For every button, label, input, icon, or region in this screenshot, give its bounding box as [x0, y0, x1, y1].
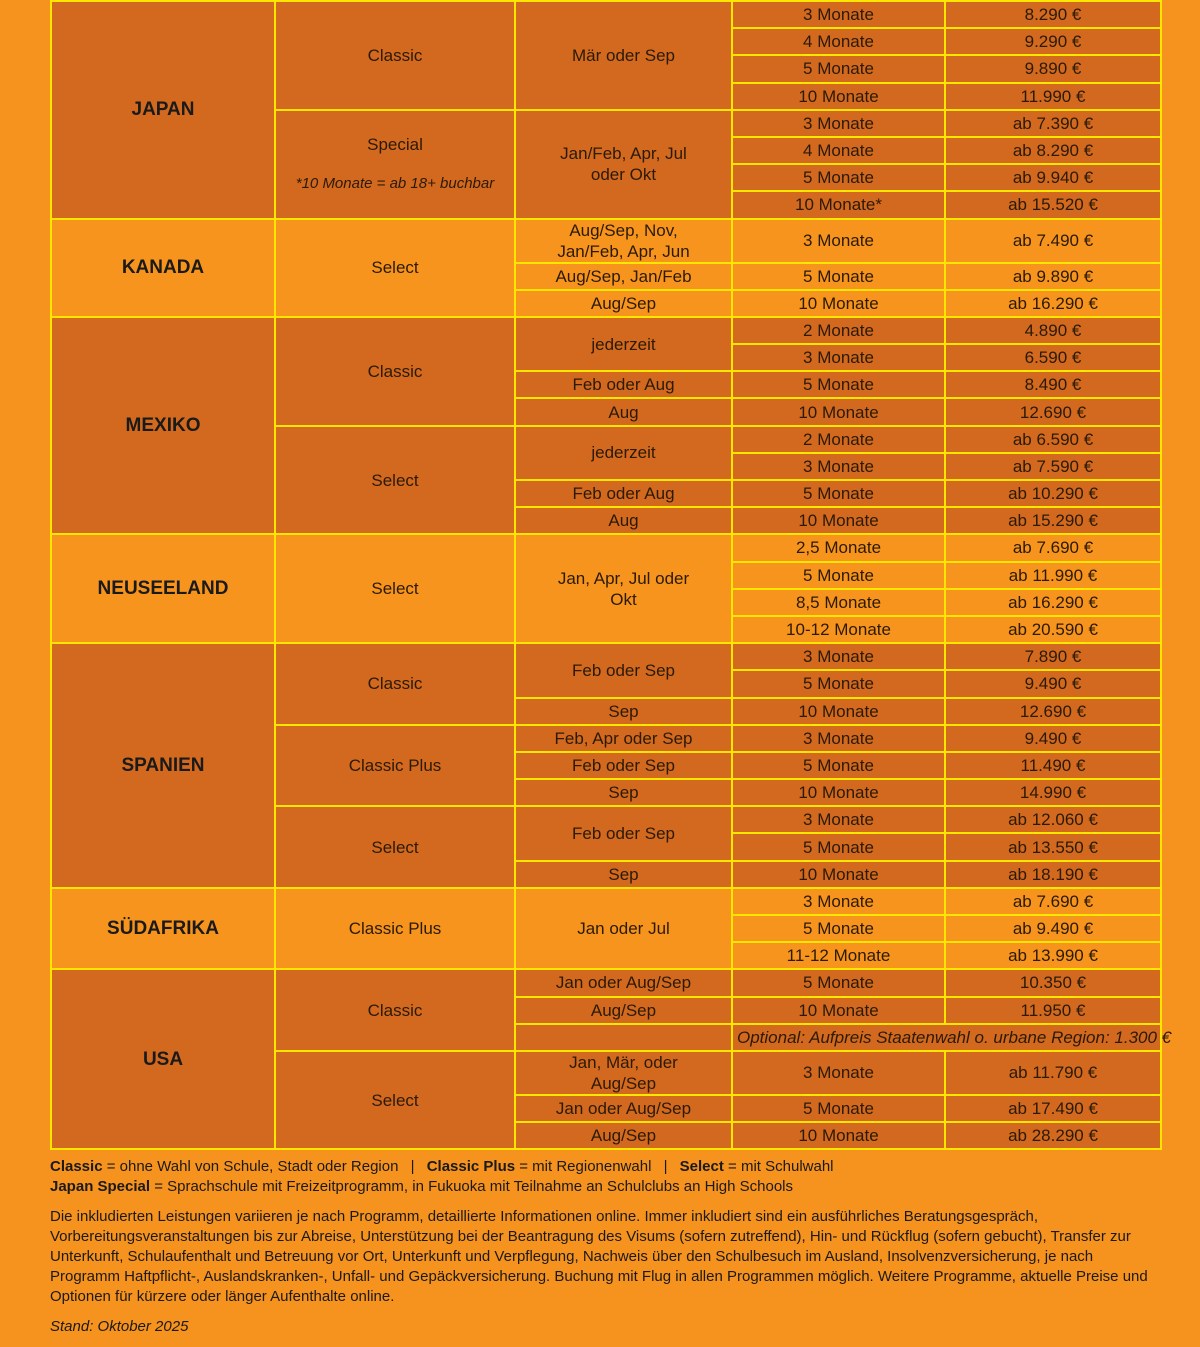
start-date-cell: Aug/Sep — [515, 290, 732, 317]
duration-cell: 3 Monate — [732, 453, 945, 480]
duration-cell: 3 Monate — [732, 888, 945, 915]
program-cell — [275, 534, 515, 643]
duration-cell: 3 Monate — [732, 643, 945, 670]
program-name: Classic Plus — [348, 755, 442, 775]
price-cell: 12.690 € — [945, 398, 1161, 425]
table-row — [51, 317, 1161, 344]
duration-cell: 5 Monate — [732, 1095, 945, 1122]
japan-special-term: Japan Special — [50, 1178, 151, 1195]
price-cell: ab 20.590 € — [945, 616, 1161, 643]
start-date-cell: Feb oder Sep — [515, 643, 732, 697]
duration-cell: 5 Monate — [732, 752, 945, 779]
price-cell: 11.490 € — [945, 752, 1161, 779]
price-cell: 10.350 € — [945, 969, 1161, 996]
duration-cell: 10 Monate — [732, 83, 945, 110]
footer — [50, 1157, 1160, 1337]
description-text: Die inkludierten Leistungen variieren je nach Programm, detaillierte Informationen online. Immer inkludiert sind ein ausführliches Beratungsgespräch, Vorbereitungsveranstaltungen bis zur Abreise, Unterstützung bei der Beantragung des Visums (sofern zutreffend), Hin- und Rückflug (sofern gebucht), Transfer zur Unterkunft, Schulaufenthalt und Betreuung vor Ort, Unterkunft und Verpflegung, Nachweis über den Schulbesuch im Ausland, Insolvenzversicherung, je nach Programm Haftpflicht-, Auslandskranken-, Unfall- und Gepäckversicherung. Buchung mit Flug in allen Programmen möglich. Weitere Programme, aktuelle Preise und Optionen für kürzere oder länger Aufenthalte online. — [50, 1208, 1148, 1305]
price-cell: ab 7.490 € — [945, 219, 1161, 263]
country-cell: JAPAN — [51, 1, 275, 219]
table-row — [51, 1, 1161, 28]
price-cell: ab 11.790 € — [945, 1051, 1161, 1095]
start-date-cell: Jan, Apr, Jul oder Okt — [515, 534, 732, 643]
price-cell: ab 15.520 € — [945, 191, 1161, 218]
duration-cell: 10 Monate — [732, 398, 945, 425]
duration-cell: 3 Monate — [732, 725, 945, 752]
country-cell: NEUSEELAND — [51, 534, 275, 643]
price-cell: ab 12.060 € — [945, 806, 1161, 833]
price-cell: ab 10.290 € — [945, 480, 1161, 507]
price-cell: 9.290 € — [945, 28, 1161, 55]
start-date-cell: Aug/Sep, Nov, Jan/Feb, Apr, Jun — [515, 219, 732, 263]
price-cell: ab 8.290 € — [945, 137, 1161, 164]
program-name: Classic — [367, 361, 423, 381]
country-cell: MEXIKO — [51, 317, 275, 535]
price-cell: ab 6.590 € — [945, 426, 1161, 453]
price-cell: ab 7.590 € — [945, 453, 1161, 480]
program-cell — [275, 1, 515, 110]
duration-cell: 5 Monate — [732, 371, 945, 398]
program-cell — [275, 725, 515, 807]
program-name: Special — [367, 135, 423, 155]
duration-cell: 3 Monate — [732, 110, 945, 137]
duration-cell: 2,5 Monate — [732, 534, 945, 561]
duration-cell: 10 Monate — [732, 779, 945, 806]
price-cell: 12.690 € — [945, 698, 1161, 725]
table-row — [51, 643, 1161, 670]
start-date-cell: Jan oder Aug/Sep — [515, 1095, 732, 1122]
start-date-cell: Jan oder Aug/Sep — [515, 969, 732, 996]
price-cell: 9.490 € — [945, 725, 1161, 752]
duration-cell: 3 Monate — [732, 1051, 945, 1095]
price-cell: ab 11.990 € — [945, 562, 1161, 589]
price-cell: ab 9.940 € — [945, 164, 1161, 191]
program-name: Select — [371, 837, 419, 857]
program-name: Select — [371, 258, 419, 278]
start-date-cell — [515, 1024, 732, 1051]
program-name: Select — [371, 1090, 419, 1110]
program-cell — [275, 317, 515, 426]
start-date-cell: Feb oder Aug — [515, 371, 732, 398]
duration-cell: 4 Monate — [732, 137, 945, 164]
price-cell: 9.890 € — [945, 55, 1161, 82]
optional-note-cell: Optional: Aufpreis Staatenwahl o. urbane Region: 1.300 € — [732, 1024, 1161, 1051]
country-cell: USA — [51, 969, 275, 1149]
start-date-cell: jederzeit — [515, 426, 732, 480]
price-cell: ab 9.490 € — [945, 915, 1161, 942]
program-cell — [275, 806, 515, 888]
duration-cell: 5 Monate — [732, 833, 945, 860]
start-date-cell: Jan oder Jul — [515, 888, 732, 970]
duration-cell: 3 Monate — [732, 1, 945, 28]
duration-cell: 5 Monate — [732, 263, 945, 290]
country-cell: SPANIEN — [51, 643, 275, 888]
price-cell: 14.990 € — [945, 779, 1161, 806]
duration-cell: 11-12 Monate — [732, 942, 945, 969]
duration-cell: 10 Monate — [732, 698, 945, 725]
legend-term-classic-plus: Classic Plus — [426, 1158, 516, 1175]
duration-cell: 10 Monate — [732, 507, 945, 534]
start-date-cell: Aug/Sep — [515, 997, 732, 1024]
duration-cell: 8,5 Monate — [732, 589, 945, 616]
price-cell: ab 16.290 € — [945, 589, 1161, 616]
program-cell — [275, 1051, 515, 1149]
price-cell: 8.290 € — [945, 1, 1161, 28]
program-name: Classic — [367, 45, 423, 65]
duration-cell: 5 Monate — [732, 915, 945, 942]
table-body — [51, 1, 1172, 1149]
program-cell — [275, 110, 515, 219]
duration-cell: 10 Monate* — [732, 191, 945, 218]
price-cell: ab 16.290 € — [945, 290, 1161, 317]
program-name: Select — [371, 470, 419, 490]
program-name: Classic — [367, 1000, 423, 1020]
start-date-cell: Sep — [515, 779, 732, 806]
price-table — [50, 0, 1172, 1150]
japan-special-text: = Sprachschule mit Freizeitprogramm, in Fukuoka mit Teilnahme an Schulclubs an High Schools — [154, 1178, 794, 1195]
price-cell: ab 17.490 € — [945, 1095, 1161, 1122]
table-row — [51, 219, 1161, 263]
duration-cell: 10-12 Monate — [732, 616, 945, 643]
duration-cell: 4 Monate — [732, 28, 945, 55]
start-date-cell: Aug/Sep — [515, 1122, 732, 1149]
duration-cell: 10 Monate — [732, 997, 945, 1024]
country-cell: KANADA — [51, 219, 275, 317]
country-cell: SÜDAFRIKA — [51, 888, 275, 970]
price-cell: 11.990 € — [945, 83, 1161, 110]
legend-text-classic: = ohne Wahl von Schule, Stadt oder Region — [106, 1158, 399, 1175]
start-date-cell: Feb oder Sep — [515, 806, 732, 860]
start-date-cell: Jan/Feb, Apr, Jul oder Okt — [515, 110, 732, 219]
start-date-cell: Aug — [515, 398, 732, 425]
program-cell — [275, 643, 515, 725]
program-cell — [275, 426, 515, 535]
duration-cell: 2 Monate — [732, 317, 945, 344]
price-cell: ab 15.290 € — [945, 507, 1161, 534]
legend-separator: | — [663, 1158, 668, 1175]
price-cell: ab 28.290 € — [945, 1122, 1161, 1149]
duration-cell: 5 Monate — [732, 480, 945, 507]
price-cell: ab 7.390 € — [945, 110, 1161, 137]
start-date-cell: Feb oder Sep — [515, 752, 732, 779]
program-cell — [275, 969, 515, 1051]
start-date-cell: Jan, Mär, oder Aug/Sep — [515, 1051, 732, 1095]
price-cell: 6.590 € — [945, 344, 1161, 371]
start-date-cell: Aug — [515, 507, 732, 534]
start-date-cell: jederzeit — [515, 317, 732, 371]
duration-cell: 3 Monate — [732, 219, 945, 263]
price-cell: 9.490 € — [945, 670, 1161, 697]
price-cell: ab 13.990 € — [945, 942, 1161, 969]
duration-cell: 10 Monate — [732, 861, 945, 888]
start-date-cell: Sep — [515, 861, 732, 888]
price-cell: ab 7.690 € — [945, 888, 1161, 915]
duration-cell: 10 Monate — [732, 290, 945, 317]
duration-cell: 5 Monate — [732, 164, 945, 191]
start-date-cell: Mär oder Sep — [515, 1, 732, 110]
price-cell: ab 7.690 € — [945, 534, 1161, 561]
price-cell: ab 18.190 € — [945, 861, 1161, 888]
program-name: Select — [371, 579, 419, 599]
legend-text-select: = mit Schulwahl — [728, 1158, 834, 1175]
program-name: Classic Plus — [348, 919, 442, 939]
table-row — [51, 888, 1161, 915]
start-date-cell: Feb oder Aug — [515, 480, 732, 507]
duration-cell: 5 Monate — [732, 670, 945, 697]
table-row — [51, 534, 1161, 561]
start-date-cell: Sep — [515, 698, 732, 725]
stand-date: Stand: Oktober 2025 — [50, 1318, 189, 1335]
duration-cell: 3 Monate — [732, 344, 945, 371]
duration-cell: 5 Monate — [732, 55, 945, 82]
legend-term-classic: Classic — [50, 1158, 103, 1175]
program-cell — [275, 888, 515, 970]
program-name: Classic — [367, 674, 423, 694]
legend-text-classic-plus: = mit Regionenwahl — [519, 1158, 652, 1175]
japan-special-line — [50, 1177, 1160, 1197]
price-cell: 8.490 € — [945, 371, 1161, 398]
start-date-cell: Feb, Apr oder Sep — [515, 725, 732, 752]
price-cell: ab 13.550 € — [945, 833, 1161, 860]
start-date-cell: Aug/Sep, Jan/Feb — [515, 263, 732, 290]
duration-cell: 5 Monate — [732, 562, 945, 589]
program-note: *10 Monate = ab 18+ buchbar — [295, 175, 495, 193]
legend-separator: | — [410, 1158, 415, 1175]
duration-cell: 2 Monate — [732, 426, 945, 453]
duration-cell: 5 Monate — [732, 969, 945, 996]
price-cell: 4.890 € — [945, 317, 1161, 344]
price-cell: 7.890 € — [945, 643, 1161, 670]
price-cell: ab 9.890 € — [945, 263, 1161, 290]
program-cell — [275, 219, 515, 317]
table-row — [51, 969, 1161, 996]
duration-cell: 3 Monate — [732, 806, 945, 833]
legend-line — [50, 1157, 1160, 1177]
price-cell: 11.950 € — [945, 997, 1161, 1024]
duration-cell: 10 Monate — [732, 1122, 945, 1149]
legend-term-select: Select — [679, 1158, 724, 1175]
